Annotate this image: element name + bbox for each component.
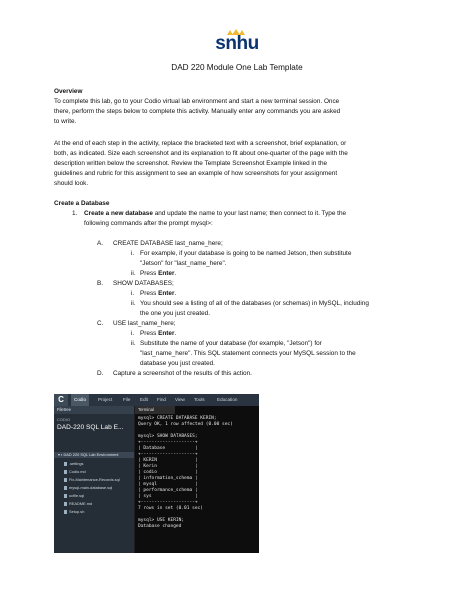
- overview-heading: Overview: [54, 88, 83, 95]
- menu-tools[interactable]: Tools: [194, 397, 205, 402]
- step-letter: B.: [97, 280, 104, 287]
- list-item-1-line2: following commands after the prompt mysql>:: [84, 220, 213, 227]
- step-letter: A.: [97, 240, 104, 247]
- terminal-line: | information_schema |: [138, 476, 198, 481]
- step-letter: C.: [97, 320, 104, 327]
- terminal-output: [138, 416, 258, 530]
- terminal-tab[interactable]: Terminal: [135, 406, 175, 414]
- sidebar-label: CODIO: [57, 417, 71, 422]
- terminal-line: mysql> CREATE DATABASE KERIN;: [138, 416, 217, 421]
- file-item[interactable]: Codio.md: [64, 469, 86, 474]
- step-c-sub-2-line3: database you just created.: [140, 360, 215, 367]
- terminal-panel[interactable]: [135, 406, 259, 553]
- file-icon: [64, 486, 67, 490]
- root-folder[interactable]: ▾ ▪ DAD 220 SQL Lab Environment: [58, 452, 119, 457]
- file-icon: [64, 462, 67, 466]
- snhu-logo: [212, 31, 262, 55]
- terminal-line: Query OK, 1 row affected (0.00 sec): [138, 422, 233, 427]
- terminal-line: Database changed: [138, 524, 182, 529]
- file-tree-sidebar: [54, 406, 134, 553]
- sub-number: i.: [131, 250, 135, 257]
- file-item[interactable]: Setup.sh: [64, 509, 84, 514]
- file-icon: [64, 478, 67, 482]
- terminal-line: | sys |: [138, 494, 198, 499]
- file-icon: [64, 470, 67, 474]
- page-title: DAD 220 Module One Lab Template: [171, 63, 303, 72]
- step-d-text: Capture a screenshot of the results of this action.: [113, 370, 252, 377]
- terminal-line: | mysql |: [138, 482, 198, 487]
- terminal-line: mysql> USE KERIN;: [138, 518, 185, 523]
- codio-screenshot: [54, 394, 259, 553]
- step-b-sub-1: Press Enter.: [140, 290, 177, 297]
- file-item[interactable]: Fix-Maintenance-Records.sql: [64, 477, 120, 482]
- terminal-line: 7 rows in set (0.01 sec): [138, 506, 204, 511]
- sub-number: ii.: [131, 270, 136, 277]
- menu-view[interactable]: View: [175, 397, 185, 402]
- file-icon: [64, 494, 67, 498]
- section-heading: Create a Database: [54, 200, 110, 207]
- codio-menubar: [54, 394, 259, 406]
- menu-find[interactable]: Find: [157, 397, 166, 402]
- menu-codio[interactable]: Codio: [71, 394, 89, 406]
- list-number: 1.: [72, 210, 78, 217]
- sub-number: ii.: [131, 300, 136, 307]
- step-b-sub-2-line2: the one you just created.: [140, 310, 210, 317]
- sub-number: i.: [131, 290, 135, 297]
- menu-edit[interactable]: Edit: [140, 397, 148, 402]
- terminal-line: | KERIN |: [138, 458, 198, 463]
- menu-file[interactable]: File: [123, 397, 131, 402]
- folder-icon: ▾ ▪: [58, 452, 64, 457]
- file-item[interactable]: README.md: [64, 501, 92, 506]
- step-letter: D.: [97, 370, 104, 377]
- file-item[interactable]: .settings: [64, 461, 84, 466]
- step-b-text: SHOW DATABASES;: [113, 280, 174, 287]
- step-c-sub-2-line2: "last_name_here". This SQL statement connects your MySQL session to the: [140, 350, 356, 357]
- step-c-text: USE last_name_here;: [113, 320, 176, 327]
- menu-education[interactable]: Education: [217, 397, 238, 402]
- list-item-1: Create a new database and update the name to your last name; then connect to it. Type the: [84, 210, 347, 217]
- file-icon: [64, 510, 67, 514]
- file-icon: [64, 502, 67, 506]
- step-a-sub-1-line1: For example, if your database is going to be named Jetson, then substitute: [140, 250, 352, 257]
- terminal-line: | codio |: [138, 470, 198, 475]
- sub-number: i.: [131, 330, 135, 337]
- overview-paragraph-1: To complete this lab, go to your Codio virtual lab environment and start a new terminal session. Once there, perform the steps below to complete this activity. Manually enter any commands you are asked to write.: [54, 98, 341, 125]
- terminal-line: | performance_schema |: [138, 488, 198, 493]
- file-item[interactable]: mysql-main-database.sql: [64, 485, 112, 490]
- sub-number: ii.: [131, 340, 136, 347]
- terminal-line: +--------------------+: [138, 440, 198, 445]
- step-a-text: CREATE DATABASE last_name_here;: [113, 240, 223, 247]
- step-c-sub-1: Press Enter.: [140, 330, 177, 337]
- filetree-header: Filetree: [54, 406, 134, 414]
- terminal-line: +--------------------+: [138, 500, 198, 505]
- project-name[interactable]: DAD-220 SQL Lab E...: [57, 424, 124, 431]
- overview-paragraph-2: At the end of each step in the activity, replace the bracketed text with a screenshot, brief explanation, or both, as indicated. Size each screenshot and its explanation to fit about one-quarter of the page with the description written below the screenshot. Review the Template Screenshot Example linked in the guidelines and rubric for this assignment to see an example of how screenshots for your assignment should look.: [54, 140, 348, 187]
- codio-logo-icon: C: [54, 394, 68, 406]
- terminal-line: | Kerin |: [138, 464, 198, 469]
- terminal-line: mysql> SHOW DATABASES;: [138, 434, 198, 439]
- file-item[interactable]: ucfile.sql: [64, 493, 84, 498]
- step-a-sub-2: Press Enter.: [140, 270, 177, 277]
- logo-text: snhu: [215, 33, 259, 54]
- step-c-sub-2-line1: Substitute the name of your database (for example, "Jetson") for: [140, 340, 322, 347]
- menu-project[interactable]: Project: [98, 397, 113, 402]
- terminal-line: +--------------------+: [138, 452, 198, 457]
- terminal-line: | Database |: [138, 446, 198, 451]
- step-b-sub-2-line1: You should see a listing of all of the databases (or schemas) in MySQL, including: [140, 300, 369, 307]
- step-a-sub-1-line2: "Jetson" for "last_name_here".: [140, 260, 227, 267]
